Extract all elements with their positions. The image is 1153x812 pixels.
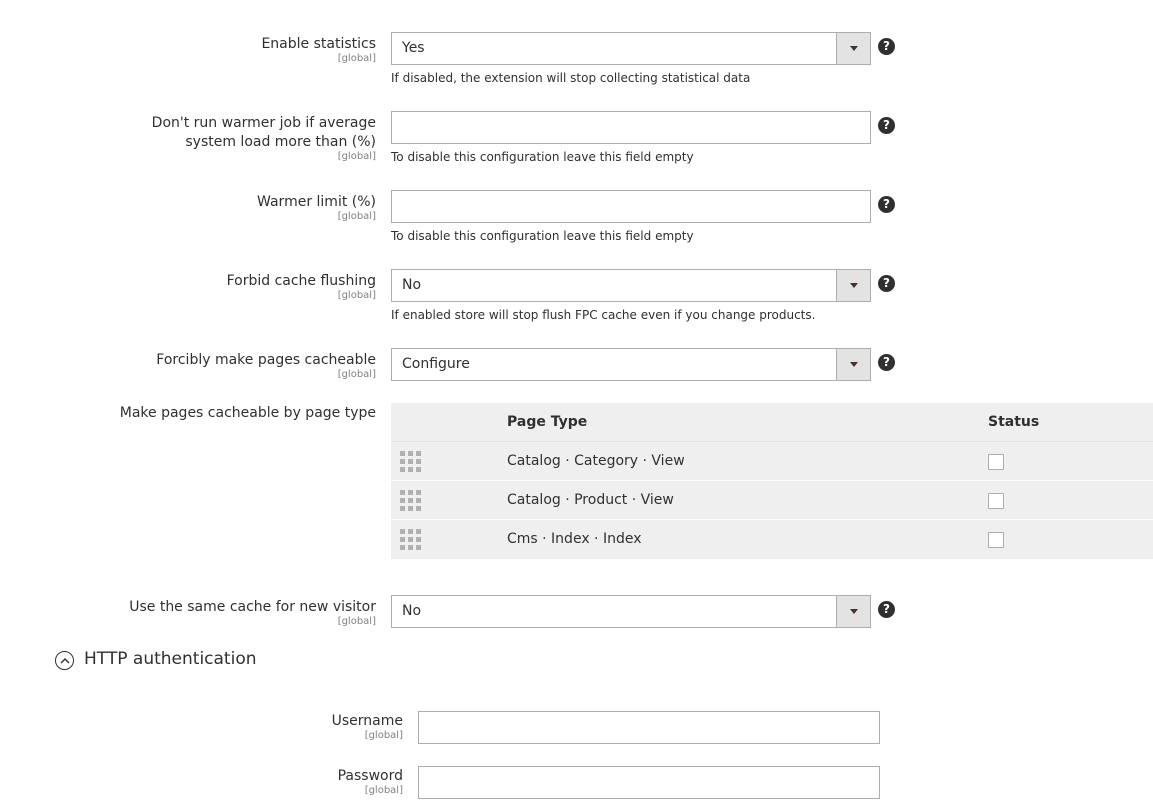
enable-statistics-select[interactable] [391, 32, 871, 65]
table-row [391, 520, 1153, 559]
same-cache-scope: [global] [337, 616, 376, 627]
forcibly-cacheable-scope: [global] [337, 369, 376, 380]
enable-statistics-scope: [global] [337, 53, 376, 64]
page-type-cell: Catalog · Category · View [507, 453, 685, 469]
warmer-load-label-line1: Don't run warmer job if average [151, 115, 376, 131]
username-label: Username [331, 713, 403, 729]
column-header-status: Status [988, 414, 1040, 430]
enable-statistics-value: Yes [402, 40, 425, 56]
page-type-cell: Catalog · Product · View [507, 492, 674, 508]
help-icon[interactable]: ? [878, 196, 895, 213]
help-icon[interactable]: ? [878, 354, 895, 371]
drag-handle-icon[interactable] [400, 490, 421, 511]
help-icon[interactable]: ? [878, 601, 895, 618]
status-checkbox[interactable] [988, 454, 1004, 470]
forbid-flush-value: No [402, 277, 422, 293]
warmer-load-input[interactable] [391, 111, 871, 144]
warmer-limit-note: To disable this configuration leave this field empty [391, 229, 694, 243]
enable-statistics-label: Enable statistics [261, 36, 376, 52]
collapse-circle-icon[interactable] [55, 651, 74, 670]
help-icon[interactable]: ? [878, 275, 895, 292]
password-label: Password [337, 768, 403, 784]
forcibly-cacheable-value: Configure [402, 356, 470, 372]
warmer-load-label-line2: system load more than (%) [185, 134, 376, 150]
warmer-load-note: To disable this configuration leave this field empty [391, 150, 694, 164]
same-cache-label: Use the same cache for new visitor [129, 599, 376, 615]
chevron-down-icon[interactable] [836, 349, 870, 380]
column-header-page-type: Page Type [507, 414, 588, 430]
warmer-limit-label: Warmer limit (%) [257, 194, 376, 210]
warmer-limit-input[interactable] [391, 190, 871, 223]
same-cache-select[interactable] [391, 595, 871, 628]
page-types-label: Make pages cacheable by page type [119, 405, 376, 421]
warmer-limit-scope: [global] [337, 211, 376, 222]
page-type-cell: Cms · Index · Index [507, 531, 642, 547]
username-scope: [global] [364, 730, 403, 741]
chevron-down-icon[interactable] [836, 596, 870, 627]
forbid-flush-label: Forbid cache flushing [226, 273, 376, 289]
chevron-down-icon[interactable] [836, 270, 870, 301]
forbid-flush-scope: [global] [337, 290, 376, 301]
status-checkbox[interactable] [988, 493, 1004, 509]
forcibly-cacheable-label: Forcibly make pages cacheable [156, 352, 376, 368]
chevron-down-icon[interactable] [836, 33, 870, 64]
username-input[interactable] [418, 711, 880, 744]
page-types-table [391, 403, 1153, 559]
help-icon[interactable]: ? [878, 117, 895, 134]
password-input[interactable] [418, 766, 880, 799]
section-title[interactable]: HTTP authentication [84, 649, 257, 669]
same-cache-value: No [402, 603, 422, 619]
drag-handle-icon[interactable] [400, 451, 421, 472]
drag-handle-icon[interactable] [400, 529, 421, 550]
table-row [391, 481, 1153, 520]
status-checkbox[interactable] [988, 532, 1004, 548]
table-row [391, 442, 1153, 481]
forbid-flush-note: If enabled store will stop flush FPC cache even if you change products. [391, 308, 816, 322]
table-header [391, 403, 1153, 442]
forbid-flush-select[interactable] [391, 269, 871, 302]
warmer-load-scope: [global] [337, 151, 376, 162]
enable-statistics-note: If disabled, the extension will stop collecting statistical data [391, 71, 751, 85]
help-icon[interactable]: ? [878, 38, 895, 55]
password-scope: [global] [364, 785, 403, 796]
forcibly-cacheable-select[interactable] [391, 348, 871, 381]
